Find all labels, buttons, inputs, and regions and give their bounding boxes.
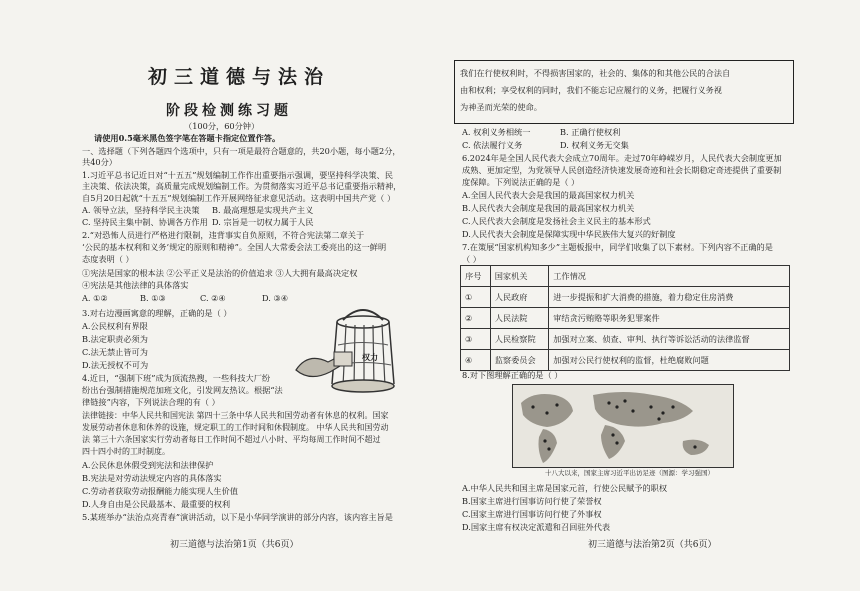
exam-subtitle: 阶段检测练习题 (166, 103, 292, 119)
q3-option: A.公民权利有界限 (82, 321, 148, 331)
q4-option: C.劳动者获取劳动报酬能力能实现人生价值 (82, 486, 238, 496)
table-cell: ① (461, 287, 491, 308)
table-cell: 审结贪污贿赂等职务犯罪案件 (549, 308, 790, 329)
q6-line: 6.2024年是全国人民代表大会成立70周年。走过70年峥嵘岁月，人民代表大会制度更加 (462, 153, 782, 163)
q7-stem-tail: （ ） (462, 254, 481, 264)
table-cell: 加强对公民行使权利的监督，杜绝腐败问题 (549, 350, 790, 371)
table-header-row (461, 266, 790, 287)
quote-line: 为神圣而光荣的使命。 (460, 102, 542, 112)
table-cell: 人民检察院 (490, 329, 549, 350)
q4-line: 4.近日，“强制下班”成为顶流热搜，一些科技大厂纷 (82, 373, 271, 383)
q2-statement4: ④宪法是其他法律的具体落实 (82, 280, 189, 290)
page-footer: 初三道德与法治第2页（共6页） (588, 540, 717, 550)
table-header: 国家机关 (490, 266, 549, 287)
q8-option: C.国家主席进行国事访问行使了外事权 (462, 509, 602, 519)
quote-line: 由和权利；享受权利的同时，我们不能忘记应履行的义务，把履行义务视 (460, 85, 723, 95)
q1-line: 1.习近平总书记近日对“十五五”规划编制工作作出重要指示强调，要坚持科学决策、民 (82, 170, 393, 180)
q5-option: C. 依法履行义务 (462, 140, 523, 150)
section1-line1: 一、选择题（下列各题四个选项中，只有一项是最符合题意的，共20小题，每小题2分， (82, 146, 401, 156)
q6-line: 度保障。下列说法正确的是（ ） (462, 177, 580, 187)
q6-option: D.人民代表大会制度是保障实现中华民族伟大复兴的好制度 (462, 229, 676, 239)
exam-title: 初三道德与法治 (148, 66, 331, 88)
table-row (461, 329, 790, 350)
table-header: 工作情况 (549, 266, 790, 287)
page-footer: 初三道德与法治第1页（共6页） (170, 540, 299, 550)
quote-line: 我们在行使权利时，不得损害国家的，社会的、集体的和其他公民的合法自 (460, 68, 731, 78)
q6-option: C.人民代表大会制度是发扬社会主义民主的基本形式 (462, 216, 651, 226)
q1-option: B. 最高理想是实现共产主义 (212, 205, 314, 215)
page-right (430, 0, 860, 591)
q2-line: 态度表明（ ） (82, 254, 134, 264)
map-caption: 十八大以来，国家主席习近平出访足迹（图源：学习强国） (545, 469, 714, 477)
q8-option: A.中华人民共和国主席是国家元首，行使公民赋予的职权 (462, 483, 668, 493)
q1-option: C. 坚持民主集中制、协调各方作用 (82, 217, 208, 227)
organ-table (460, 265, 790, 371)
table-cell: 监察委员会 (490, 350, 549, 371)
table-cell: 人民政府 (490, 287, 549, 308)
q1-option: A. 领导立法，坚持科学民主决策 (82, 205, 200, 215)
q2-option: C. ②④ (200, 293, 226, 303)
q3-option: C.法无禁止皆可为 (82, 347, 148, 357)
table-cell: ③ (461, 329, 491, 350)
table-cell: 人民法院 (490, 308, 549, 329)
q6-line: 成熟、更加定型，为党领导人民创造经济快速发展奇迹和社会长期稳定奇迹提供了重要制 (462, 165, 782, 175)
q2-line: 2.“对恐怖人员进行严格进行限制，违背事实自负原则，不符合宪法第二章关于 (82, 230, 365, 240)
law-link-line: 法律链接：中华人民共和国宪法 第四十三条中华人民共和国劳动者有休息的权利。国家 (82, 411, 389, 420)
q5-option: B. 正确行使权利 (560, 127, 621, 137)
q8-stem: 8.对下图理解正确的是（ ） (462, 370, 563, 380)
cage-label: 权力 (362, 352, 378, 362)
world-map (512, 384, 734, 468)
q5-stem: 5.某班举办“法治点亮青春”演讲活动，以下是小华同学演讲的部分内容，该内容主旨是 (82, 512, 393, 522)
table-header: 序号 (461, 266, 491, 287)
q1-line: 自5月20日起就“十五五”规划编制工作开展网络征求意见活动。这表明中国共产党（ ） (82, 193, 396, 203)
q8-option: B.国家主席进行国事访问行使了荣誉权 (462, 496, 602, 506)
law-link-line: 四十四小时的工时制度。 (82, 447, 170, 456)
q3-option: B.法定职责必须为 (82, 334, 148, 344)
law-link-line: 法 第三十六条国家实行劳动者每日工作时间不超过八小时、平均每周工作时间不超过 (82, 435, 381, 444)
q5-option: D. 权利义务无交集 (560, 140, 629, 150)
q4-line: 律链接”内容，下列说法合理的有（ ） (82, 397, 220, 407)
q2-option: D. ③④ (262, 293, 289, 303)
law-link-line: 发展劳动者休息和休养的设施，规定职工的工作时间和休假制度。 中华人民共和国劳动 (82, 423, 389, 432)
q2-statements: ①宪法是国家的根本法 ②公平正义是法治的价值追求 ③人大拥有最高决定权 (82, 268, 358, 278)
q2-line: ‘公民的基本权利和义务’规定的原则和精神”。全国人大常委会法工委亮出的这一鲜明 (82, 242, 387, 252)
table-cell: 进一步提振和扩大消费的措施，着力稳定住房消费 (549, 287, 790, 308)
q6-option: A.全国人民代表大会是我国的最高国家权力机关 (462, 190, 635, 200)
q4-option: D.人身自由是公民最基本、最重要的权利 (82, 499, 231, 509)
instruction: 请使用0.5毫米黑色签字笔在答题卡指定位置作答。 (94, 133, 281, 143)
section1-line2: 共40分） (82, 157, 117, 167)
table-row (461, 287, 790, 308)
q8-option: D.国家主席有权决定派遣和召回驻外代表 (462, 522, 611, 532)
q4-line: 纷出台强制措施规范加班文化，引发网友热议。根据“法 (82, 385, 283, 395)
q4-option: B.宪法是对劳动法规定内容的具体落实 (82, 473, 222, 483)
q2-option: A. ①② (82, 293, 108, 303)
table-cell: ② (461, 308, 491, 329)
q1-option: D. 宗旨是一切权力属于人民 (212, 217, 314, 227)
q3-option: D.法无授权不可为 (82, 360, 149, 370)
table-row (461, 308, 790, 329)
score-info: （100分，60分钟） (184, 121, 260, 131)
q4-option: A.公民休息休假受到宪法和法律保护 (82, 460, 214, 470)
q2-option: B. ①③ (140, 293, 166, 303)
table-cell: ④ (461, 350, 491, 371)
q7-stem: 7.在策展“国家机构知多少”主题板报中，同学们收集了以下素材。下列内容不正确的是 (462, 242, 773, 252)
q3-stem: 3.对右边漫画寓意的理解，正确的是（ ） (82, 308, 232, 318)
q1-line: 主决策、依法决策，高质量完成规划编制工作。为贯彻落实习近平总书记重要指示精神， (82, 181, 402, 191)
cage-cartoon (288, 300, 418, 400)
table-row (461, 350, 790, 371)
map-graphic (513, 385, 733, 467)
q5-option: A. 权利义务相统一 (462, 127, 531, 137)
table-cell: 加强对立案、侦查、审判、执行等诉讼活动的法律监督 (549, 329, 790, 350)
q6-option: B.人民代表大会制度是我国的最高国家权力机关 (462, 203, 635, 213)
